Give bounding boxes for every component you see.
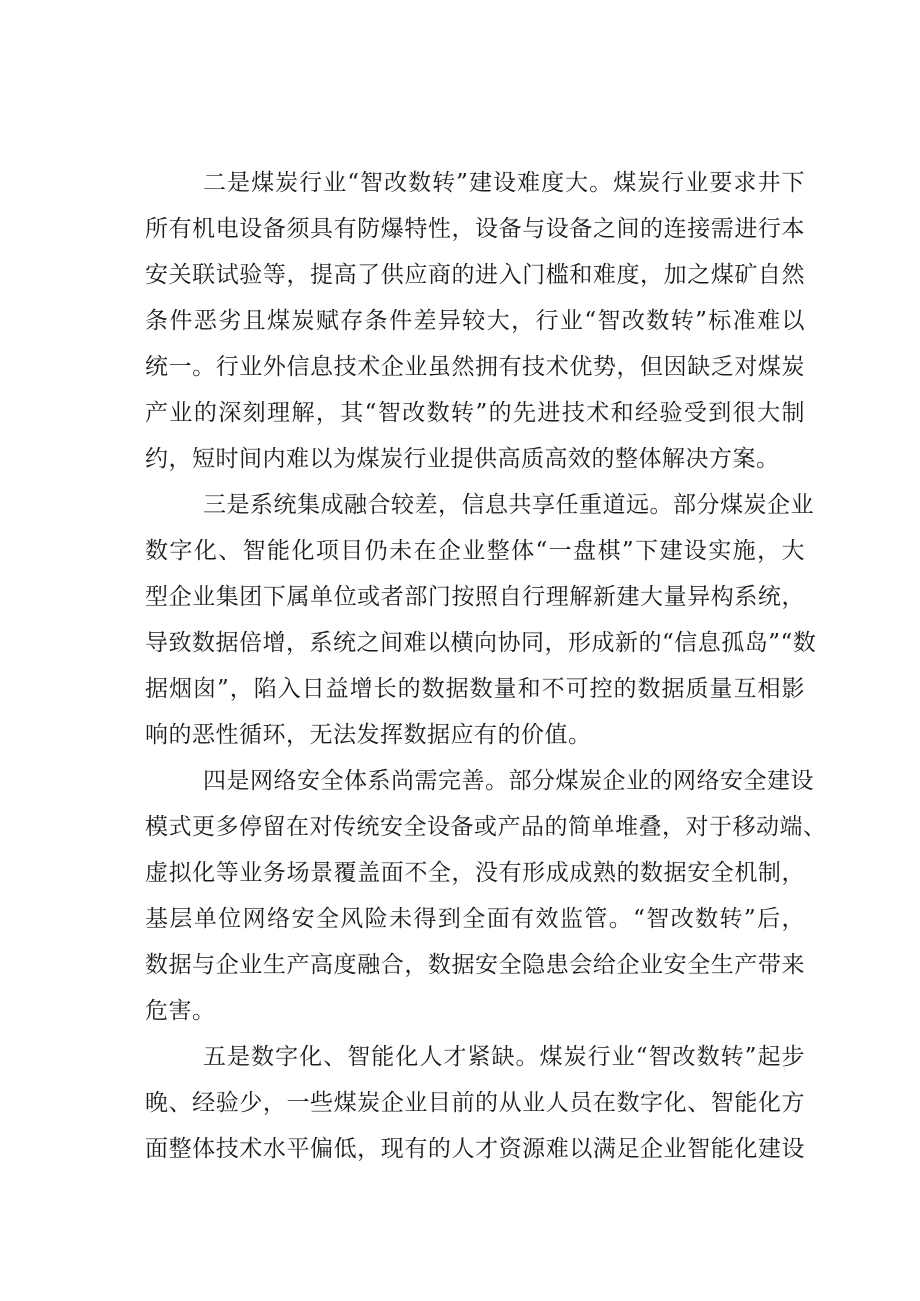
text-line: 五是数字化、智能化人才紧缺。煤炭行业“智改数转”起步 [203, 1044, 805, 1070]
text-line: 条件恶劣且煤炭赋存条件差异较大，行业“智改数转”标准难以 [145, 308, 805, 334]
paragraph-2 [145, 482, 817, 758]
paragraph-3 [145, 758, 827, 1034]
text-line: 面整体技术水平偏低，现有的人才资源难以满足企业智能化建设 [145, 1136, 805, 1162]
text-line: 统一。行业外信息技术企业虽然拥有技术优势，但因缺乏对煤炭 [145, 354, 805, 380]
text-line: 二是煤炭行业“智改数转”建设难度大。煤炭行业要求井下 [203, 170, 805, 196]
text-line: 所有机电设备须具有防爆特性，设备与设备之间的连接需进行本 [145, 216, 805, 242]
text-line: 导致数据倍增，系统之间难以横向协同，形成新的“信息孤岛”“数 [145, 630, 817, 656]
paragraph-1 [145, 160, 805, 482]
text-line: 危害。 [145, 998, 216, 1024]
text-line: 数据与企业生产高度融合，数据安全隐患会给企业安全生产带来 [145, 952, 805, 978]
text-line: 约，短时间内难以为煤炭行业提供高质高效的整体解决方案。 [145, 446, 780, 472]
paragraph-4 [145, 1034, 805, 1172]
document-body [145, 160, 827, 1172]
text-line: 安关联试验等，提高了供应商的进入门槛和难度，加之煤矿自然 [145, 262, 805, 288]
text-line: 模式更多停留在对传统安全设备或产品的简单堆叠，对于移动端、 [145, 814, 827, 840]
text-line: 响的恶性循环，无法发挥数据应有的价值。 [145, 722, 592, 748]
text-line: 基层单位网络安全风险未得到全面有效监管。“智改数转”后， [145, 906, 805, 932]
text-line: 晚、经验少，一些煤炭企业目前的从业人员在数字化、智能化方 [145, 1090, 805, 1116]
text-line: 产业的深刻理解，其“智改数转”的先进技术和经验受到很大制 [145, 400, 805, 426]
text-line: 虚拟化等业务场景覆盖面不全，没有形成成熟的数据安全机制， [145, 860, 805, 886]
text-line: 型企业集团下属单位或者部门按照自行理解新建大量异构系统， [145, 584, 805, 610]
text-line: 数字化、智能化项目仍未在企业整体“一盘棋”下建设实施，大 [145, 538, 805, 564]
text-line: 三是系统集成融合较差，信息共享任重道远。部分煤炭企业 [203, 492, 814, 518]
text-line: 据烟囱”，陷入日益增长的数据数量和不可控的数据质量互相影 [145, 676, 805, 702]
text-line: 四是网络安全体系尚需完善。部分煤炭企业的网络安全建设 [203, 768, 814, 794]
